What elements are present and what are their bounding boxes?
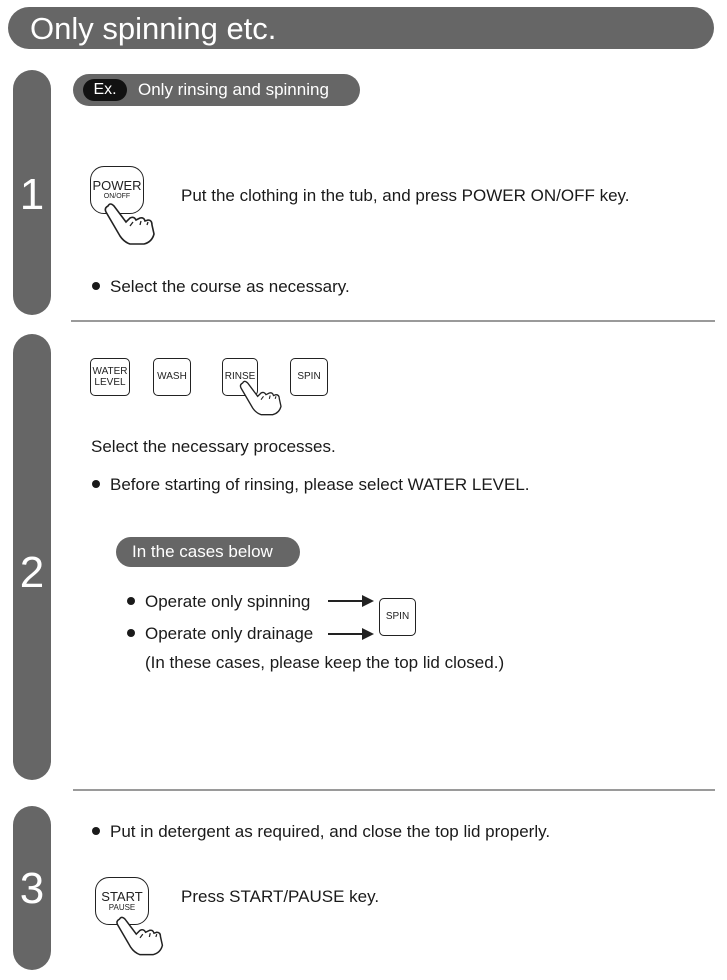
wash-key-label: WASH [157,371,187,382]
start-key-sublabel: PAUSE [108,903,136,912]
water-level-key-line1: WATER [92,366,128,377]
step-2-note: (In these cases, please keep the top lid closed.) [145,653,505,672]
cases-label: In the cases below [132,542,273,561]
step-1-bar [13,70,51,315]
pointing-hand-icon [100,200,160,248]
wash-key[interactable] [153,358,191,396]
case-item-spinning: Operate only spinning [127,592,310,612]
step-1-number: 1 [19,170,45,219]
bullet-icon [92,827,100,835]
bullet-icon [127,597,135,605]
step-1-bullet: Select the course as necessary. [92,277,350,297]
water-level-key-line2: LEVEL [94,377,126,388]
start-key-label: START [101,889,143,904]
spin-key[interactable] [290,358,328,396]
divider-2 [73,789,715,791]
divider-1 [71,320,715,322]
step-2-bar [13,334,51,780]
cases-pill [116,537,300,567]
bullet-icon [92,282,100,290]
step-3-instruction: Press START/PAUSE key. [181,887,380,906]
arrow-right-icon [328,627,374,641]
rinse-key-label: RINSE [224,371,256,382]
step-1-instruction: Put the clothing in the tub, and press POWER ON/OFF key. [181,186,630,205]
step-3-number: 3 [19,864,45,913]
spin-key-label: SPIN [297,371,321,382]
water-level-key[interactable] [90,358,130,396]
example-badge: Ex. [83,79,127,101]
power-key-sublabel: ON/OFF [103,193,131,200]
pointing-hand-icon [112,912,168,960]
bullet-icon [127,629,135,637]
example-pill [73,74,360,106]
page-title: Only spinning etc. [30,11,277,46]
step-2-bullet: Before starting of rinsing, please select WATER LEVEL. [92,475,530,495]
spin-key-case[interactable] [379,598,416,636]
step-2-number: 2 [19,548,45,597]
power-key-label: POWER [92,178,142,193]
spin-key-case-label: SPIN [385,611,410,622]
case-item-drainage: Operate only drainage [127,624,313,644]
pointing-hand-icon [236,376,286,420]
example-label: Only rinsing and spinning [138,80,329,99]
arrow-right-icon [328,594,374,608]
bullet-icon [92,480,100,488]
step-3-bullet: Put in detergent as required, and close the top lid properly. [92,822,550,842]
title-bar [8,7,714,49]
step-3-bar [13,806,51,970]
step-2-instruction: Select the necessary processes. [91,437,336,456]
